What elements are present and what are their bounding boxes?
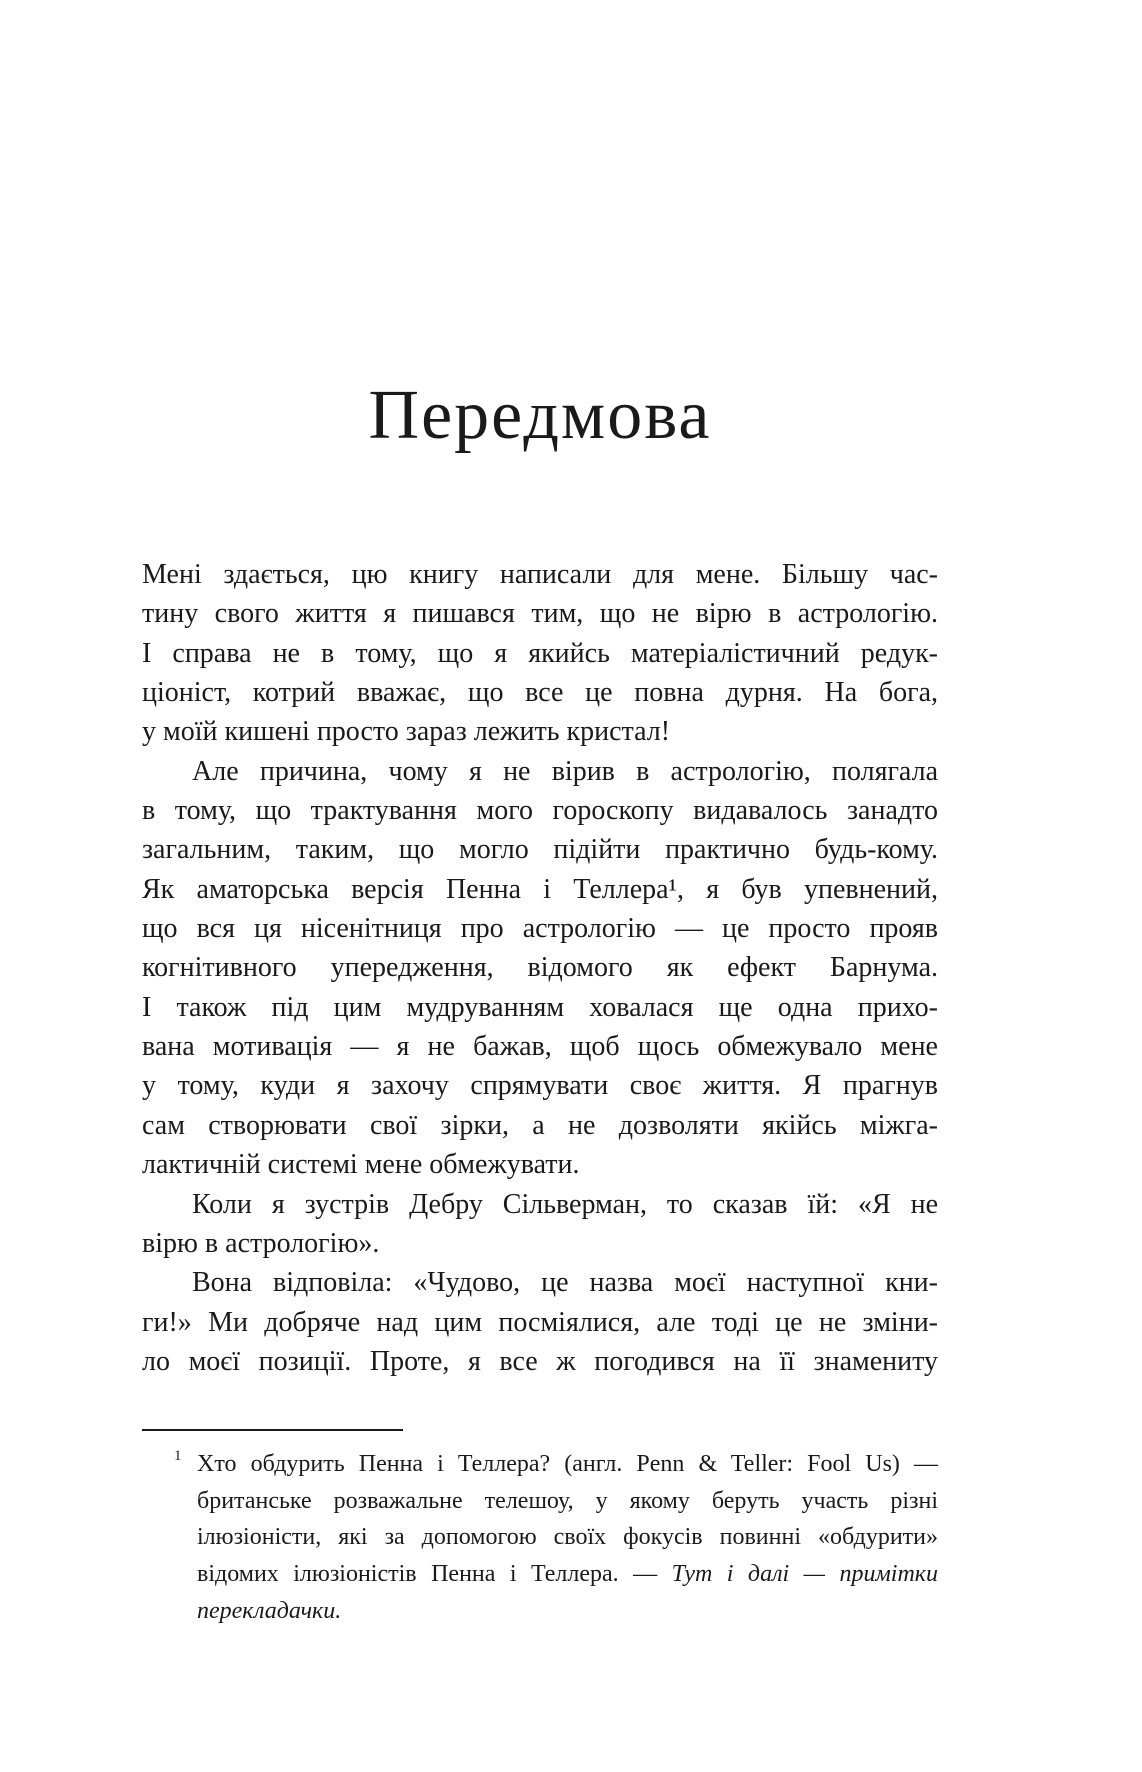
body-line: ло моєї позиції. Проте, я все ж погодився на її знамениту	[142, 1345, 938, 1377]
body-line: загальним, таким, що могло підійти практично будь-кому.	[142, 834, 938, 866]
footnote-marker: 1	[174, 1448, 182, 1464]
footnote-line	[174, 1446, 938, 1483]
footnote-text-italic: Тут і далі — примітки	[671, 1561, 938, 1588]
footnote-line: британське розважальне телешоу, у якому беруть участь різні	[197, 1487, 938, 1514]
body-line: Вона відповіла: «Чудово, це назва моєї наступної кни-	[192, 1267, 938, 1299]
body-line: у моїй кишені просто зараз лежить кристал!	[142, 716, 671, 748]
body-line: І справа не в тому, що я якийсь матеріалістичний редук-	[142, 637, 938, 669]
body-line: ги!» Ми добряче над цим посміялися, але тоді це не зміни-	[142, 1306, 938, 1338]
footnote-separator	[142, 1429, 403, 1431]
body-line: Мені здається, цю книгу написали для мене. Більшу час-	[142, 559, 938, 590]
body-line: вана мотивація — я не бажав, щоб щось обмежувало мене	[142, 1031, 938, 1063]
body-line: Коли я зустрів Дебру Сільверман, то сказав їй: «Я не	[192, 1188, 938, 1220]
body-line: ціоніст, котрий вважає, що все це повна дурня. На бога,	[142, 677, 938, 709]
footnote-line: ілюзіоністи, які за допомогою своїх фокусів повинні «обдурити»	[197, 1524, 938, 1551]
page-title: Передмова	[368, 376, 712, 454]
body-line: вірю в астрологію».	[142, 1227, 380, 1259]
body-line: І також під цим мудруванням ховалася ще одна прихо-	[142, 991, 938, 1023]
body-line: Але причина, чому я не вірив в астрологію, полягала	[192, 755, 938, 787]
footnote	[174, 1446, 938, 1630]
footnote-line	[197, 1556, 938, 1593]
body-line: Як аматорська версія Пенна і Теллера¹, я був упевнений,	[142, 873, 938, 905]
body-text	[142, 555, 938, 1381]
footnote-text: відомих ілюзіоністів Пенна і Теллера. —	[197, 1561, 658, 1588]
body-line: що вся ця нісенітниця про астрологію — це просто прояв	[142, 913, 938, 945]
footnote-line	[197, 1593, 938, 1630]
footnote-text-italic: перекладачки.	[197, 1597, 342, 1624]
body-line: сам створювати свої зірки, а не дозволяти якійсь міжга-	[142, 1109, 938, 1141]
body-line: тину свого життя я пишався тим, що не вірю в астрологію.	[142, 598, 938, 630]
body-line: лактичній системі мене обмежувати.	[142, 1149, 580, 1181]
body-line: в тому, що трактування мого гороскопу видавалось занадто	[142, 795, 938, 827]
footnote-text: Хто обдурить Пенна і Теллера? (англ. Penn & Teller: Fool Us) —	[197, 1451, 938, 1477]
body-line: когнітивного упередження, відомого як ефект Барнума.	[142, 952, 938, 984]
body-line: у тому, куди я захочу спрямувати своє життя. Я прагнув	[142, 1070, 938, 1102]
